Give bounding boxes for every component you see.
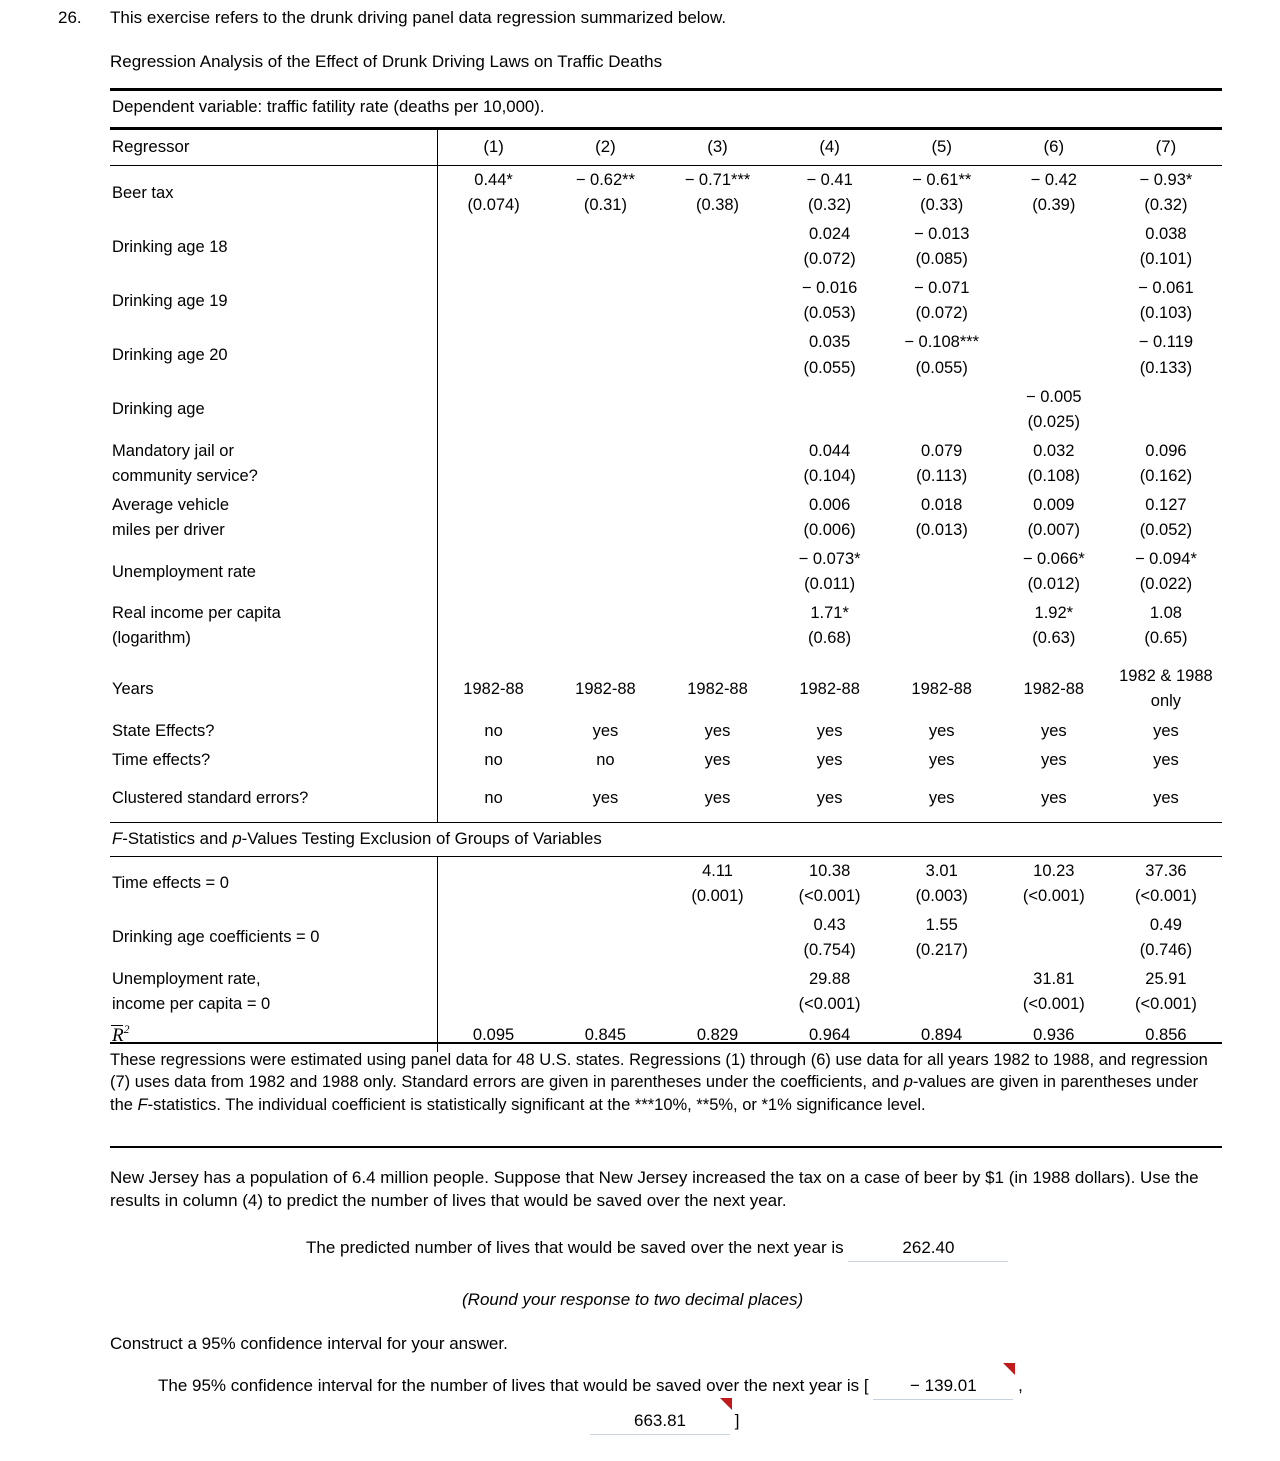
table-row (110, 166, 1222, 221)
cell-da18-3 (661, 220, 773, 274)
cell-da18-6 (998, 220, 1110, 274)
cell-unemp-7: − 0.094* (0.022) (1134, 550, 1197, 594)
row-label-time-effects: Time effects? (110, 746, 437, 775)
cell-da19-1 (437, 274, 549, 328)
row-label-drinking-age-20: Drinking age 20 (110, 328, 437, 382)
cell-time-5: yes (928, 750, 955, 769)
table-row (110, 383, 1222, 437)
cell-da19-5: − 0.071 (0.072) (913, 279, 970, 323)
cell-da19-2 (549, 274, 661, 328)
cell-income-5 (886, 599, 998, 653)
fstat-section-header-row (110, 822, 1222, 856)
cell-beer-tax-7: − 0.93* (0.32) (1110, 166, 1222, 221)
rounding-instruction: (Round your response to two decimal places) (462, 1290, 804, 1309)
cell-f-time-2 (549, 856, 661, 911)
cell-f-time-7: 37.36 (<0.001) (1110, 856, 1222, 911)
cell-years-6: 1982-88 (1023, 679, 1085, 698)
cell-da-4 (774, 383, 886, 437)
row-label-fstat-time-effects: Time effects = 0 (110, 856, 437, 911)
cell-f-ui-1 (437, 965, 549, 1019)
cell-miles-4: 0.006 (0.006) (803, 495, 856, 540)
cell-state-6: yes (1040, 721, 1067, 740)
cell-da19-3 (661, 274, 773, 328)
cell-jail-6: 0.032 (0.108) (1027, 441, 1080, 485)
cell-da-1 (437, 383, 549, 437)
incorrect-flag-icon (1003, 1363, 1015, 1375)
cell-clust-4: yes (816, 788, 843, 807)
table-row-fstat (110, 911, 1222, 965)
cell-r2-2: 0.845 (584, 1025, 627, 1044)
cell-da18-7: 0.038 (0.101) (1139, 225, 1193, 269)
cell-time-3: yes (704, 750, 731, 769)
cell-time-7: yes (1153, 750, 1179, 769)
cell-years-1: 1982-88 (463, 679, 524, 698)
cell-f-time-1 (437, 856, 549, 911)
predicted-lives-line (306, 1238, 1008, 1262)
cell-clust-6: yes (1040, 788, 1067, 807)
confidence-interval-label: The 95% confidence interval for the number of lives that would be saved over the next year is [ (158, 1376, 869, 1395)
cell-r2-3: 0.829 (696, 1025, 739, 1044)
question-prompt: This exercise refers to the drunk driving panel data regression summarized below. (110, 8, 727, 27)
table-row-clustered-se (110, 784, 1222, 813)
cell-f-da-7: 0.49 (0.746) (1139, 915, 1193, 960)
table-row (110, 328, 1222, 382)
cell-jail-2 (549, 437, 661, 491)
cell-unemp-6: − 0.066* (0.012) (1022, 550, 1085, 594)
cell-f-da-1 (437, 911, 549, 965)
cell-f-da-3 (661, 911, 773, 965)
cell-miles-6: 0.009 (0.007) (1027, 495, 1080, 540)
cell-unemp-3 (661, 545, 773, 599)
confidence-interval-instruction: Construct a 95% confidence interval for your answer. (110, 1334, 508, 1353)
row-label-adjusted-r-squared: $R^2$ (110, 1019, 437, 1051)
cell-years-3: 1982-88 (687, 679, 748, 698)
cell-da20-2 (549, 328, 661, 382)
row-spacer (110, 813, 1222, 823)
cell-years-5: 1982-88 (911, 679, 972, 698)
cell-income-2 (549, 599, 661, 653)
cell-da20-1 (437, 328, 549, 382)
row-label-real-income: Real income per capita (logarithm) (110, 599, 437, 653)
cell-f-time-3: 4.11 (0.001) (661, 856, 773, 911)
table-row-state-effects (110, 717, 1222, 746)
ci-close-bracket: ] (734, 1411, 740, 1430)
cell-r2-6: 0.936 (1033, 1025, 1075, 1044)
row-label-fstat-drinking-age: Drinking age coefficients = 0 (110, 911, 437, 965)
cell-income-3 (661, 599, 773, 653)
table-row-time-effects (110, 746, 1222, 775)
column-header-row (110, 129, 1222, 166)
cell-miles-2 (549, 491, 661, 545)
header-col-1: (1) (437, 129, 549, 166)
header-col-6: (6) (998, 129, 1110, 166)
cell-f-time-6: 10.23 (<0.001) (998, 856, 1110, 911)
cell-da20-5: − 0.108*** (0.055) (904, 333, 980, 377)
cell-da-7 (1110, 383, 1222, 437)
cell-time-2: no (596, 750, 615, 769)
cell-jail-7: 0.096 (0.162) (1139, 441, 1193, 485)
cell-unemp-1 (437, 545, 549, 599)
cell-years-7: 1982 & 1988 only (1119, 667, 1213, 711)
row-label-clustered-se: Clustered standard errors? (110, 784, 437, 813)
cell-unemp-5 (886, 545, 998, 599)
header-col-4: (4) (774, 129, 886, 166)
header-regressor: Regressor (110, 129, 437, 166)
cell-time-4: yes (816, 750, 843, 769)
table-row-fstat (110, 856, 1222, 911)
cell-r2-5: 0.894 (921, 1025, 963, 1044)
table-footnote: These regressions were estimated using panel data for 48 U.S. states. Regressions (1) through (6) use data for all years 1982 to 1988, and regression (7) uses data from 1982 and 1988 only. Standard errors are given in parentheses under the coefficients, and p-values are given in parentheses under the F-statistics. The individual coefficient is statistically significant at the ***10%, **5%, or *1% significance level. (110, 1042, 1222, 1116)
cell-da20-6 (998, 328, 1110, 382)
question-number: 26. (58, 8, 82, 27)
cell-beer-tax-6: − 0.42 (0.39) (998, 166, 1110, 221)
incorrect-flag-icon (720, 1398, 732, 1410)
table-row (110, 220, 1222, 274)
cell-state-2: yes (592, 721, 619, 740)
cell-state-3: yes (704, 721, 731, 740)
cell-unemp-2 (549, 545, 661, 599)
cell-income-4: 1.71* (0.68) (808, 604, 852, 648)
row-label-drinking-age: Drinking age (110, 383, 437, 437)
cell-beer-tax-1: 0.44* (0.074) (437, 166, 549, 221)
header-col-5: (5) (886, 129, 998, 166)
cell-f-da-4: 0.43 (0.754) (803, 915, 856, 960)
cell-f-ui-3 (661, 965, 773, 1019)
cell-da-2 (549, 383, 661, 437)
table-row (110, 599, 1222, 653)
regression-table-title: Regression Analysis of the Effect of Drunk Driving Laws on Traffic Deaths (110, 52, 663, 71)
cell-da20-3 (661, 328, 773, 382)
table-row (110, 545, 1222, 599)
cell-beer-tax-5: − 0.61** (0.33) (886, 166, 998, 221)
row-label-drinking-age-19: Drinking age 19 (110, 274, 437, 328)
row-spacer (110, 653, 1222, 662)
cell-income-7: 1.08 (0.65) (1144, 604, 1188, 648)
cell-state-1: no (484, 721, 503, 740)
table-row (110, 437, 1222, 491)
cell-f-ui-2 (549, 965, 661, 1019)
table-row (110, 491, 1222, 545)
row-label-unemployment-rate: Unemployment rate (110, 545, 437, 599)
confidence-interval-line-1 (158, 1376, 1023, 1400)
cell-miles-7: 0.127 (0.052) (1139, 495, 1193, 540)
regression-table (110, 88, 1222, 1052)
cell-years-4: 1982-88 (799, 679, 860, 698)
question-scenario: New Jersey has a population of 6.4 million people. Suppose that New Jersey increased the tax on a case of beer by $1 (in 1988 dollars). Use the results in column (4) to predict the number of lives that would be saved over the next year. (110, 1168, 1199, 1211)
row-label-beer-tax: Beer tax (110, 166, 437, 221)
cell-jail-5: 0.079 (0.113) (916, 441, 968, 485)
fstat-section-header: F-Statistics and p-Values Testing Exclusion of Groups of Variables (110, 822, 1222, 856)
cell-miles-5: 0.018 (0.013) (915, 495, 968, 540)
ci-lower-input[interactable]: − 139.01 (873, 1376, 1013, 1400)
cell-miles-3 (661, 491, 773, 545)
cell-f-ui-5 (886, 965, 998, 1019)
table-row-fstat (110, 965, 1222, 1019)
regression-table-wrapper (110, 88, 1222, 1052)
table-row (110, 274, 1222, 328)
cell-time-1: no (484, 750, 503, 769)
cell-state-5: yes (928, 721, 955, 740)
cell-f-time-4: 10.38 (<0.001) (774, 856, 886, 911)
cell-da18-1 (437, 220, 549, 274)
cell-f-ui-4: 29.88 (<0.001) (798, 970, 861, 1014)
cell-f-da-5: 1.55 (0.217) (915, 915, 968, 960)
cell-da20-7: − 0.119 (0.133) (1138, 333, 1194, 377)
cell-miles-1 (437, 491, 549, 545)
cell-f-da-2 (549, 911, 661, 965)
cell-beer-tax-3: − 0.71*** (0.38) (661, 166, 773, 221)
ci-separator: , (1018, 1376, 1023, 1395)
cell-jail-4: 0.044 (0.104) (803, 441, 856, 485)
cell-r2-1: 0.095 (472, 1025, 515, 1044)
cell-income-1 (437, 599, 549, 653)
cell-jail-3 (661, 437, 773, 491)
header-col-2: (2) (549, 129, 661, 166)
table-row-years (110, 662, 1222, 716)
cell-da19-6 (998, 274, 1110, 328)
cell-f-ui-6: 31.81 (<0.001) (1022, 970, 1085, 1014)
cell-da-3 (661, 383, 773, 437)
cell-r2-7: 0.856 (1145, 1025, 1187, 1044)
cell-f-da-6 (998, 911, 1110, 965)
cell-unemp-4: − 0.073* (0.011) (798, 550, 861, 594)
header-col-7: (7) (1110, 129, 1222, 166)
cell-time-6: yes (1040, 750, 1067, 769)
row-spacer (110, 775, 1222, 784)
dependent-variable-row (110, 90, 1222, 129)
cell-beer-tax-4: − 0.41 (0.32) (774, 166, 886, 221)
cell-da18-5: − 0.013 (0.085) (913, 225, 970, 269)
cell-clust-1: no (484, 788, 503, 807)
cell-da-5 (886, 383, 998, 437)
cell-da18-2 (549, 220, 661, 274)
cell-state-4: yes (816, 721, 843, 740)
cell-clust-5: yes (928, 788, 955, 807)
cell-r2-4: 0.964 (808, 1025, 851, 1044)
dependent-variable-label: Dependent variable: traffic fatility rate (deaths per 10,000). (110, 90, 1222, 129)
cell-clust-3: yes (704, 788, 731, 807)
header-col-3: (3) (661, 129, 773, 166)
cell-da19-7: − 0.061 (0.103) (1138, 279, 1194, 323)
cell-da-6: − 0.005 (0.025) (1026, 387, 1082, 431)
cell-years-2: 1982-88 (575, 679, 636, 698)
predicted-lives-label: The predicted number of lives that would be saved over the next year is (306, 1238, 844, 1257)
row-label-drinking-age-18: Drinking age 18 (110, 220, 437, 274)
row-label-mandatory-jail: Mandatory jail or community service? (110, 437, 437, 491)
row-label-fstat-unemp-income: Unemployment rate, income per capita = 0 (110, 965, 437, 1019)
cell-jail-1 (437, 437, 549, 491)
row-label-years: Years (110, 662, 437, 716)
confidence-interval-line-2 (590, 1411, 739, 1435)
predicted-lives-input[interactable]: 262.40 (848, 1238, 1008, 1262)
cell-da18-4: 0.024 (0.072) (803, 225, 856, 269)
cell-f-time-5: 3.01 (0.003) (886, 856, 998, 911)
cell-clust-7: yes (1153, 788, 1179, 807)
footnote-bottom-rule (110, 1146, 1222, 1148)
cell-beer-tax-2: − 0.62** (0.31) (549, 166, 661, 221)
cell-f-ui-7: 25.91 (<0.001) (1134, 970, 1197, 1014)
cell-da19-4: − 0.016 (0.053) (801, 279, 858, 323)
ci-upper-input[interactable]: 663.81 (590, 1411, 730, 1435)
row-label-state-effects: State Effects? (110, 717, 437, 746)
cell-da20-4: 0.035 (0.055) (803, 333, 856, 377)
cell-income-6: 1.92* (0.63) (1032, 604, 1076, 648)
cell-state-7: yes (1153, 721, 1179, 740)
row-label-avg-vehicle-miles: Average vehicle miles per driver (110, 491, 437, 545)
cell-clust-2: yes (592, 788, 619, 807)
